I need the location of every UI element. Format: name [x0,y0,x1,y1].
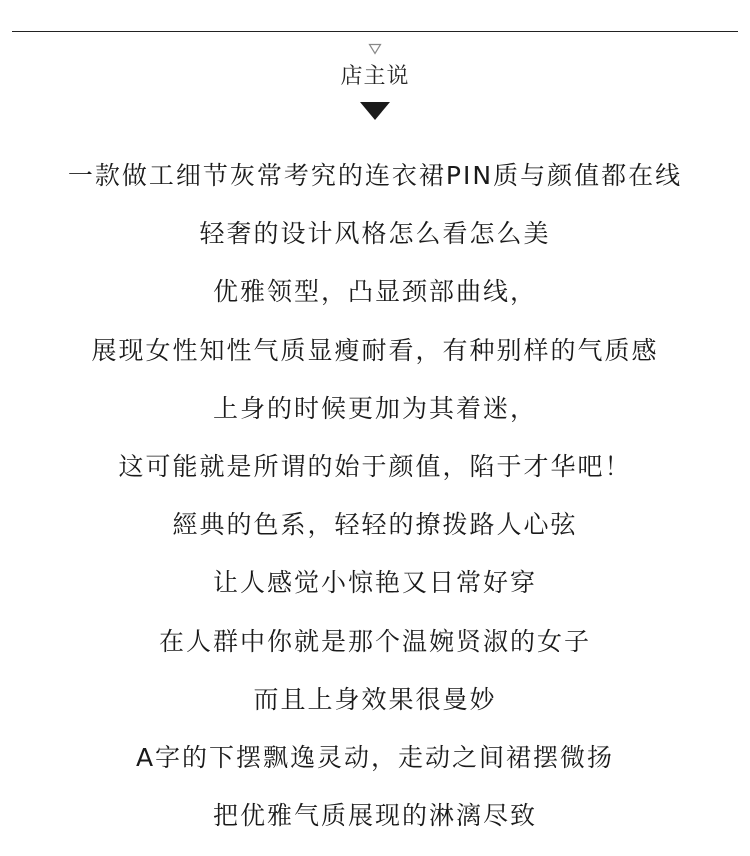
description-line: 优雅领型，凸显颈部曲线， [212,277,537,307]
description-line: 让人感觉小惊艳又日常好穿 [212,568,537,598]
description-line: 轻奢的设计风格怎么看怎么美 [199,219,551,249]
description-line: 上身的时候更加为其着迷， [212,393,537,423]
description-line: 而且上身效果很曼妙 [253,684,497,714]
down-triangle-outline-icon [368,43,382,55]
down-triangle-filled-icon [360,102,390,120]
description-line: 把优雅气质展现的淋漓尽致 [212,801,537,831]
top-divider [12,31,738,32]
description-text-block [0,158,750,856]
description-line: 在人群中你就是那个温婉贤淑的女子 [158,626,591,656]
description-line: 这可能就是所谓的始于颜值，陷于才华吧！ [118,451,632,481]
description-line: 經典的色系，轻轻的撩拨路人心弦 [172,510,578,540]
section-title: 店主说 [340,64,410,89]
description-line: A字的下摆飘逸灵动，走动之间裙摆微扬 [135,742,615,772]
description-line: 展现女性知性气质显瘦耐看，有种别样的气质感 [91,335,659,365]
description-line: 一款做工细节灰常考究的连衣裙PIN质与颜值都在线 [67,161,683,190]
